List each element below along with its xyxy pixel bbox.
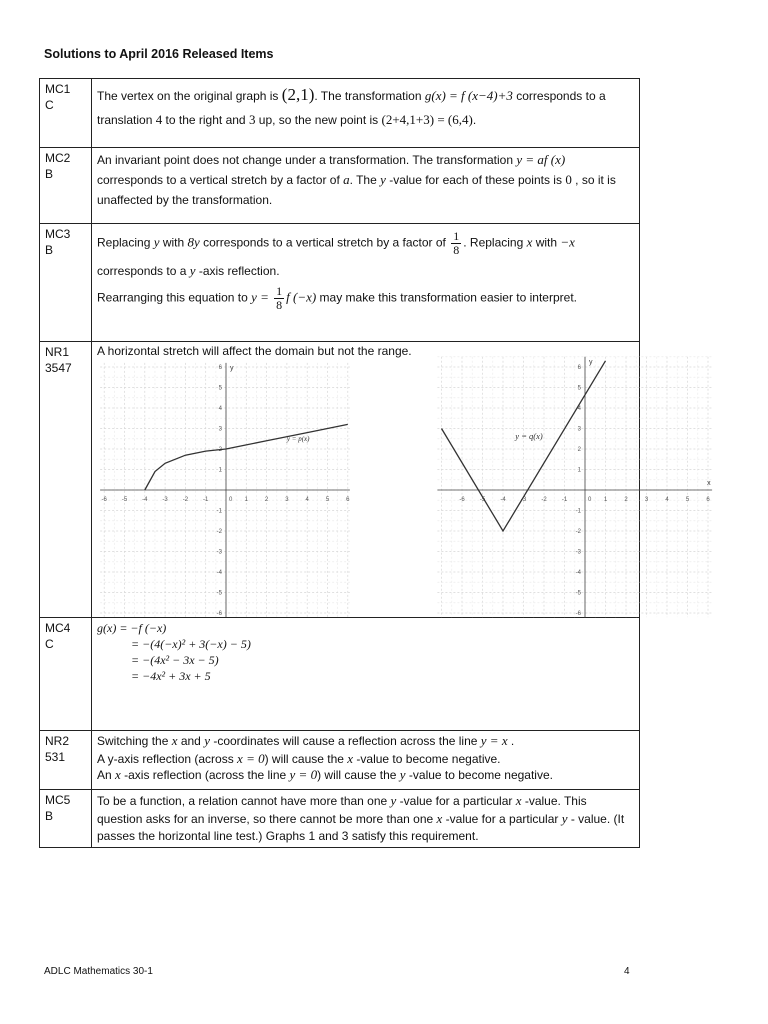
table-row	[40, 79, 640, 148]
equation-line: = −(4x² − 3x − 5)	[131, 653, 219, 667]
tick-label: 2	[218, 447, 222, 453]
tick-label: 5	[577, 385, 581, 392]
page-number: 4	[624, 966, 630, 977]
tick-label: -6	[575, 611, 581, 617]
function-label: y = q(x)	[515, 430, 543, 441]
tick-label: -6	[459, 497, 465, 503]
table-row	[40, 790, 640, 848]
tick-label: -2	[575, 529, 581, 535]
solution-text: A horizontal stretch will affect the domain but not the range.	[97, 344, 412, 358]
page-title: Solutions to April 2016 Released Items	[44, 47, 274, 61]
table-row	[40, 342, 640, 618]
tick-label: 1	[244, 497, 248, 503]
tick-label: -3	[162, 497, 168, 503]
function-label: y = p(x)	[286, 434, 310, 443]
tick-label: -1	[575, 508, 581, 515]
solutions-table	[39, 78, 711, 848]
tick-label: -4	[500, 497, 506, 503]
item-code: NR2	[45, 734, 70, 748]
tick-label: -4	[216, 570, 222, 576]
solution-cell	[92, 618, 640, 731]
tick-label: 1	[218, 467, 222, 474]
table-row	[40, 224, 640, 342]
tick-label: 3	[285, 497, 289, 503]
tick-label: -3	[575, 549, 581, 556]
tick-label: 2	[624, 497, 628, 503]
tick-label: -4	[142, 497, 148, 503]
item-answer: 3547	[45, 361, 72, 375]
tick-label: 0	[588, 497, 592, 503]
item-code: MC3	[45, 227, 71, 241]
fraction: $\frac{1}{8}$	[453, 229, 460, 257]
item-answer: 531	[45, 750, 66, 764]
tick-label: 0	[229, 497, 233, 503]
tick-label: 4	[577, 406, 581, 412]
graph-q	[355, 358, 711, 617]
tick-label: 6	[577, 365, 581, 371]
tick-label: 1	[603, 497, 608, 503]
tick-label: 3	[577, 426, 581, 433]
tick-label: -2	[182, 497, 189, 503]
tick-label: 1	[577, 467, 581, 474]
graphs-container	[97, 358, 711, 617]
tick-label: 3	[644, 497, 649, 503]
footer-course: ADLC Mathematics 30-1	[44, 966, 153, 977]
item-code-cell	[40, 79, 92, 148]
tick-label: -2	[541, 497, 547, 503]
tick-label: -3	[216, 549, 222, 556]
table-row	[40, 148, 640, 224]
tick-label: 2	[264, 497, 269, 503]
tick-label: -1	[561, 497, 568, 503]
equation-line: = −4x² + 3x + 5	[131, 669, 211, 683]
y-axis-label: y	[589, 358, 593, 366]
y-axis-label: y	[230, 364, 234, 372]
solution-cell: To be a function, a relation cannot have more than one y -value for a particular x -value. This question asks for an inverse, so there cannot be more than one x -value for a particular y - value. (It passes the horizontal line test.) Graphs 1 and 3 satisfy this requirement.	[92, 790, 640, 848]
tick-label: 4	[305, 497, 309, 503]
tick-label: -3	[520, 497, 527, 503]
item-answer: B	[45, 167, 54, 181]
tick-label: 6	[346, 497, 350, 503]
x-axis-label: x	[707, 480, 711, 487]
tick-label: -6	[216, 611, 222, 617]
item-code: MC5	[45, 793, 71, 807]
fraction: $\frac{1}{8}$	[276, 284, 283, 312]
tick-label: -5	[575, 590, 581, 597]
tick-label: 6	[706, 497, 710, 503]
tick-label: 4	[218, 406, 222, 412]
tick-label: 4	[665, 497, 669, 503]
equation-line: = −(4(−x)² + 3(−x) − 5)	[131, 637, 251, 651]
tick-label: 5	[325, 497, 330, 503]
table-row	[40, 731, 640, 790]
tick-label: 2	[577, 447, 581, 453]
item-code: NR1	[45, 345, 70, 359]
tick-label: -1	[216, 508, 222, 515]
item-code: MC2	[45, 151, 71, 165]
item-code: MC4	[45, 621, 71, 635]
item-answer: B	[45, 809, 54, 823]
tick-label: 5	[218, 385, 222, 392]
table-row	[40, 618, 640, 731]
tick-label: -5	[479, 497, 486, 503]
item-answer: B	[45, 243, 54, 257]
tick-label: -6	[101, 497, 107, 503]
tick-label: 5	[685, 497, 690, 503]
tick-label: -5	[121, 497, 128, 503]
tick-label: -4	[575, 570, 581, 576]
tick-label: 3	[218, 426, 222, 433]
item-answer: C	[45, 637, 54, 651]
equation-line: g(x) = −f (−x)	[97, 621, 167, 635]
graph-p	[93, 359, 358, 617]
tick-label: 6	[218, 365, 222, 371]
solution-cell: Replacing y with 8y corresponds to a vertical stretch by a factor of $\frac{1}{8}$ . Replacing x with −x corresponds to a y -axis reflection. Rearranging this equation to y = $\frac{1}{8}$ f (−x) may make this transformation easier to interpret.	[92, 224, 640, 342]
item-code: MC1	[45, 82, 71, 96]
tick-label: -1	[203, 497, 209, 503]
solution-cell: The vertex on the original graph is (2,1). The transformation g(x) = f (x−4)+3 corresponds to a translation 4 to the right and 3 up, so the new point is (2+4,1+3) = (6,4).	[92, 79, 640, 148]
item-answer: C	[45, 98, 54, 112]
solution-cell: An invariant point does not change under a transformation. The transformation y = af (x) corresponds to a vertical stretch by a factor of a. The y -value for each of these points is 0 , so it is unaffected by the transformation.	[92, 148, 640, 224]
tick-label: -2	[216, 529, 222, 535]
solution-cell: Switching the x and y -coordinates will cause a reflection across the line y = x . A y-axis reflection (across x = 0) will cause the x -value to become negative. An x -axis reflection (across the line y = 0) will cause the y -value to become negative.	[92, 731, 640, 790]
tick-label: -5	[216, 590, 222, 597]
solution-cell	[92, 342, 711, 618]
